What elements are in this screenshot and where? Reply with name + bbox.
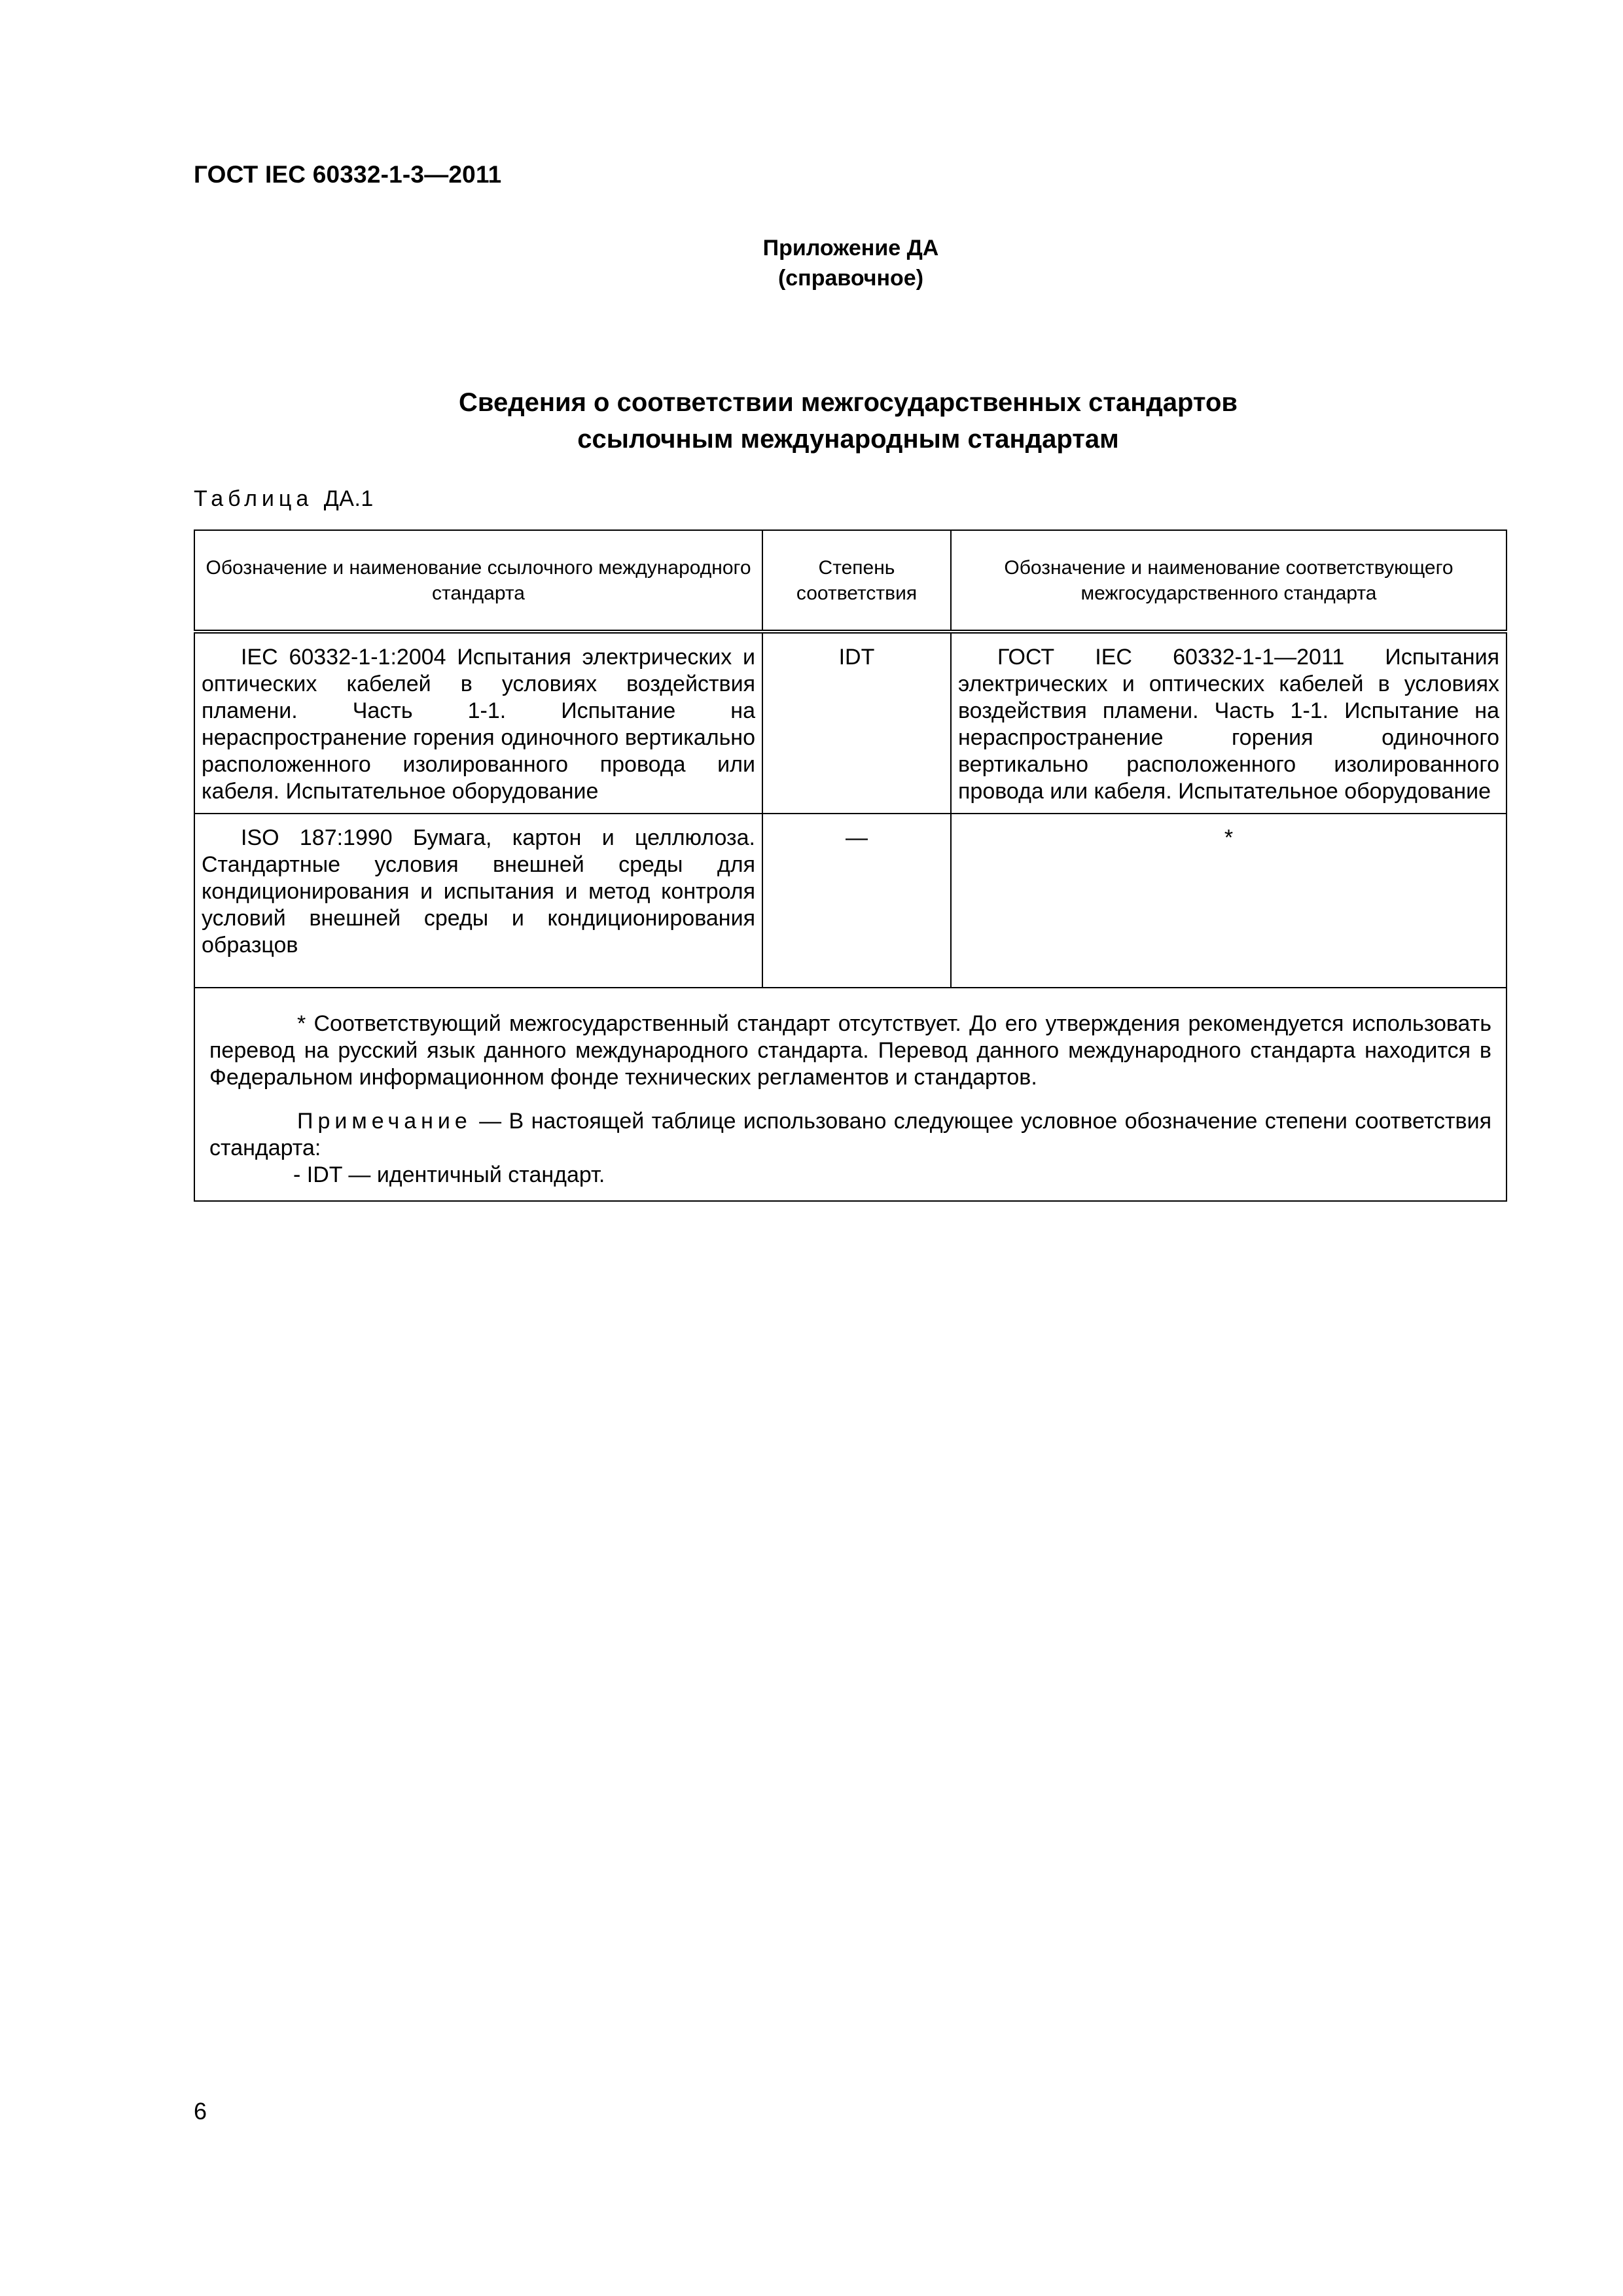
standards-correspondence-table xyxy=(194,529,1507,1202)
degree-cell: — xyxy=(762,814,951,988)
table-footnote: * Соответствующий межгосударственный стандарт отсутствует. До его утверждения рекомендуется использовать перевод на русский язык данного международного стандарта. Перевод данного международного стандарта находится в Федеральном информационном фонде технических регламентов и стандартов. xyxy=(209,1011,1491,1090)
column-header-reference: Обозначение и наименование ссылочного международного стандарта xyxy=(194,530,762,632)
note-list-item: - IDT — идентичный стандарт. xyxy=(293,1162,605,1187)
note-label: Примечание xyxy=(297,1109,472,1134)
page-title-line-1: Сведения о соответствии межгосударственных стандартов xyxy=(459,388,1238,417)
table-header-row xyxy=(194,530,1507,632)
national-standard-cell: ГОСТ IEC 60332-1-1—2011 Испытания электрических и оптических кабелей в условиях воздействия пламени. Часть 1-1. Испытание на нераспространение горения одиночного вертикально расположенного изолированного провода или кабеля. Испытательное оборудование xyxy=(951,632,1507,814)
appendix-type: (справочное) xyxy=(777,266,924,291)
page-title xyxy=(194,384,1503,457)
national-standard-cell: * xyxy=(951,814,1507,988)
column-header-degree: Степень соответствия xyxy=(762,530,951,632)
appendix-title: Приложение ДА xyxy=(762,236,939,260)
degree-cell: IDT xyxy=(762,632,951,814)
reference-standard-cell: IEC 60332-1-1:2004 Испытания электрических и оптических кабелей в условиях воздействия пламени. Часть 1-1. Испытание на нераспространение горения одиночного вертикально расположенного изолированного провода или кабеля. Испытательное оборудование xyxy=(194,632,762,814)
table-notes-cell xyxy=(194,988,1507,1201)
reference-standard-cell: ISO 187:1990 Бумага, картон и целлюлоза. Стандартные условия внешней среды для кондиционирования и испытания и метод контроля условий внешней среды и кондиционирования образцов xyxy=(194,814,762,988)
page-number: 6 xyxy=(194,2098,207,2125)
table-row xyxy=(194,814,1507,988)
page-title-line-2: ссылочным международным стандартам xyxy=(577,425,1119,454)
column-header-national: Обозначение и наименование соответствующего межгосударственного стандарта xyxy=(951,530,1507,632)
table-caption xyxy=(194,486,374,512)
appendix-heading xyxy=(654,233,1047,293)
document-code-header: ГОСТ IEC 60332-1-3—2011 xyxy=(194,161,502,188)
table-note xyxy=(209,1108,1491,1162)
table-row xyxy=(194,632,1507,814)
table-caption-number: ДА.1 xyxy=(323,486,374,511)
table-caption-word: Таблица xyxy=(194,486,313,511)
note-text: — В настоящей таблице использовано следующее условное обозначение степени соответствия стандарта: xyxy=(209,1109,1491,1160)
table-notes-row xyxy=(194,988,1507,1201)
